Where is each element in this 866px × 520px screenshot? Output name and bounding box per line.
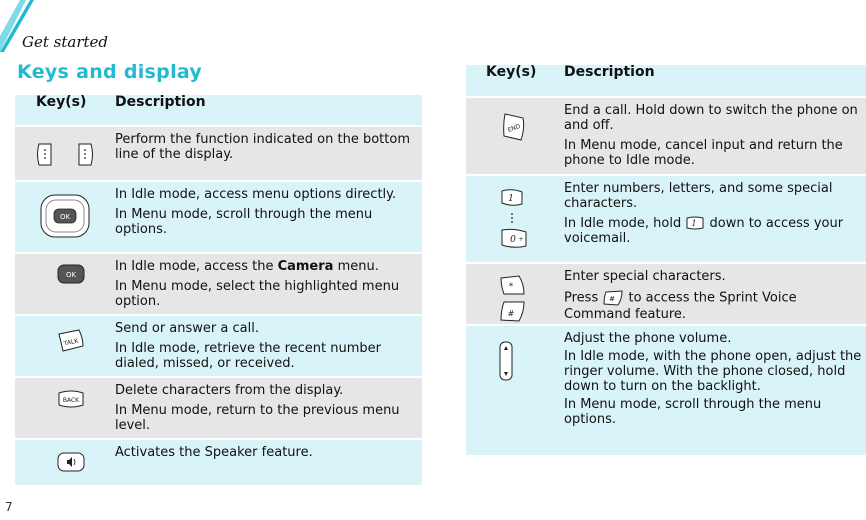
description-text <box>115 259 422 274</box>
description-cell <box>113 377 422 439</box>
description-text <box>564 289 866 322</box>
description-text-part: to access the Sprint Voice Command feature. <box>564 290 797 322</box>
description-text: In Menu mode, return to the previous menu level. <box>115 403 400 433</box>
svg-text:*: * <box>508 282 514 292</box>
table-row <box>466 97 866 175</box>
table-row <box>15 126 422 181</box>
table-header <box>466 65 866 97</box>
description-text-part: down to access your voicemail. <box>564 216 844 246</box>
description-text: In Idle mode, retrieve the recent number dialed, missed, or received. <box>115 341 381 371</box>
description-text-part: In Idle mode, access the <box>115 259 278 274</box>
description-text: Perform the function indicated on the bottom line of the display. <box>115 132 410 162</box>
end-key-icon <box>501 112 527 142</box>
key-cell <box>15 377 113 439</box>
ok-key-icon <box>57 264 85 284</box>
soft-keys-icon <box>35 141 95 169</box>
description-cell <box>113 253 422 315</box>
description-cell <box>113 126 422 181</box>
camera-menu-label: Camera <box>277 259 334 274</box>
table-row <box>15 181 422 253</box>
description-text: In Menu mode, select the highlighted menu option. <box>115 279 400 309</box>
svg-text:1: 1 <box>691 219 697 228</box>
column-header-description: Description <box>564 64 655 80</box>
key-cell <box>466 325 562 455</box>
description-text-part: Press <box>564 290 603 306</box>
alphanumeric-keys-icon <box>498 188 530 252</box>
table-header <box>15 95 422 126</box>
header-decoration <box>0 0 866 52</box>
pound-key-icon <box>602 289 624 307</box>
header-label: Get started <box>22 33 109 51</box>
description-text: In Idle mode, access menu options directly. <box>115 187 397 202</box>
navigation-key-icon <box>39 193 91 239</box>
speaker-key-icon <box>57 452 85 472</box>
key-cell <box>15 253 113 315</box>
right-keys-table <box>466 65 866 455</box>
svg-text:+: + <box>518 236 524 243</box>
description-text <box>564 216 866 246</box>
description-text: Adjust the phone volume. <box>564 331 732 346</box>
svg-text:#: # <box>507 309 515 318</box>
table-row <box>466 325 866 455</box>
talk-key-icon <box>57 328 85 354</box>
description-text: Enter special characters. <box>564 269 726 284</box>
description-text: Send or answer a call. <box>115 321 259 336</box>
column-header-keys: Key(s) <box>36 94 87 110</box>
svg-text:1: 1 <box>508 194 514 204</box>
back-key-icon <box>56 388 86 410</box>
table-row <box>466 175 866 263</box>
key-cell <box>15 439 113 485</box>
description-cell <box>562 175 866 263</box>
key-cell <box>15 315 113 377</box>
svg-text:TALK: TALK <box>63 337 79 348</box>
description-cell <box>113 181 422 253</box>
description-text-part: In Idle mode, hold <box>564 216 686 231</box>
description-cell <box>113 439 422 485</box>
left-keys-table <box>15 95 422 485</box>
description-cell <box>562 263 866 325</box>
column-header-description: Description <box>115 94 206 110</box>
section-title: Keys and display <box>17 61 203 83</box>
description-text: In Menu mode, scroll through the menu options. <box>564 397 822 427</box>
svg-text:BACK: BACK <box>62 397 80 404</box>
key-1-icon <box>685 216 705 231</box>
description-cell <box>562 325 866 455</box>
table-row <box>15 377 422 439</box>
svg-text:OK: OK <box>59 213 71 221</box>
key-cell <box>15 181 113 253</box>
table-row <box>466 263 866 325</box>
table-row <box>15 439 422 485</box>
description-text: In Menu mode, cancel input and return the phone to Idle mode. <box>564 138 843 168</box>
description-text: In Idle mode, with the phone open, adjust the ringer volume. With the phone closed, hold down to turn on the backlight. <box>564 349 862 394</box>
svg-text:END: END <box>506 122 522 134</box>
svg-text:0: 0 <box>510 235 516 245</box>
table-row <box>15 315 422 377</box>
page-number: 7 <box>5 500 13 514</box>
table-row <box>15 253 422 315</box>
description-text: End a call. Hold down to switch the phone on and off. <box>564 103 858 133</box>
description-text: Delete characters from the display. <box>115 383 344 398</box>
special-character-keys-icon <box>498 274 528 324</box>
svg-text:OK: OK <box>65 271 77 279</box>
column-header-keys: Key(s) <box>486 64 537 80</box>
description-text: Enter numbers, letters, and some special characters. <box>564 181 833 211</box>
description-text: In Menu mode, scroll through the menu options. <box>115 207 373 237</box>
key-cell <box>15 126 113 181</box>
description-text-part: menu. <box>333 259 379 274</box>
svg-text:#: # <box>609 295 616 303</box>
volume-key-icon <box>498 340 514 382</box>
key-cell <box>466 263 562 325</box>
description-text: Activates the Speaker feature. <box>115 445 313 460</box>
description-cell <box>562 97 866 175</box>
description-cell <box>113 315 422 377</box>
key-cell <box>466 175 562 263</box>
key-cell <box>466 97 562 175</box>
